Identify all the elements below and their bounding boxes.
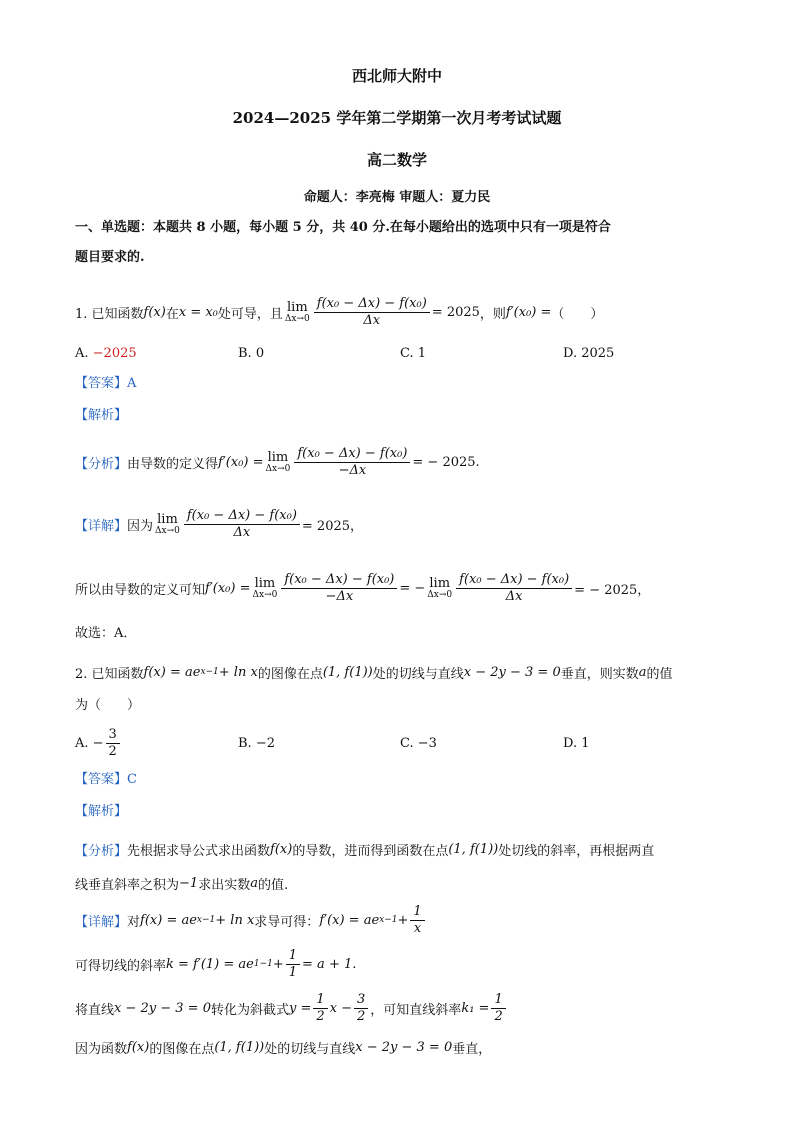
- fenxi-denominator: −Δx: [338, 462, 367, 478]
- q2-last-b: 的图像在点: [149, 1041, 215, 1057]
- q2-xj-label: 【详解】: [75, 914, 128, 930]
- q2-option-d: D. 1: [563, 736, 590, 751]
- q2-conv-k: k₁ =: [461, 1000, 490, 1016]
- q2-slope-sup: 1−1: [253, 959, 273, 969]
- fenxi-label: 【分析】: [75, 456, 128, 472]
- q2-line-eq: x − 2y − 3 = 0: [463, 664, 561, 680]
- suoyi-numerator-2: f(x₀ − Δx) − f(x₀): [456, 572, 572, 589]
- q2-stem-line2: 为（ ）: [75, 698, 141, 713]
- q2-option-c: C. −3: [400, 736, 437, 751]
- q2-xiangjie: [75, 900, 427, 940]
- q2-stem-f: 的值: [646, 666, 673, 682]
- q2-optA-den: 2: [108, 743, 117, 759]
- fenxi-limit: [266, 450, 291, 474]
- q2-optA-num: 3: [106, 727, 120, 744]
- xiangjie-denominator: Δx: [233, 524, 251, 540]
- q2-option-a: [75, 724, 122, 762]
- fenxi-numerator: f(x₀ − Δx) − f(x₀): [294, 446, 410, 463]
- q2-conv-frac3: [491, 992, 505, 1025]
- suoyi-lhs: f′(x₀) =: [205, 580, 251, 596]
- q2-last-d: 垂直，: [452, 1041, 492, 1057]
- q2-conv-n2: 3: [354, 992, 368, 1009]
- lim-word: lim: [287, 300, 308, 315]
- suoyi-mid: = −: [399, 580, 426, 596]
- lim-sub: Δx→0: [427, 590, 453, 600]
- q1-suoyi: [75, 566, 650, 610]
- q2-stem-e: 垂直，则实数: [560, 666, 639, 682]
- q2-conv-d1: 2: [316, 1008, 325, 1024]
- suoyi-text: 所以由导数的定义可知: [75, 582, 206, 598]
- section-heading-line2: 题目要求的.: [75, 250, 145, 265]
- xiangjie-fraction: [184, 508, 300, 541]
- q1-xeq: x = x₀: [178, 304, 218, 320]
- q1-guxuan: 故选：A．: [75, 626, 137, 641]
- lim-sub: Δx→0: [155, 526, 180, 536]
- q2-conv-c: ，可知直线斜率: [370, 1002, 462, 1018]
- q2-fenxi2-b: 求出实数: [198, 877, 251, 893]
- q2-stem-d: 处的切线与直线: [372, 666, 464, 682]
- xiangjie-label: 【详解】: [75, 518, 128, 534]
- q2-fenxi-c: 处切线的斜率，再根据两直: [498, 843, 655, 859]
- q2-xj-den: x: [413, 920, 422, 936]
- q2-fenxi2-a: 线垂直斜率之积为: [75, 877, 180, 893]
- q1-fenxi: [75, 440, 480, 484]
- q2-slope-c: +: [272, 956, 284, 972]
- q2-stem-line1: [75, 660, 673, 684]
- q2-conv-n1: 1: [313, 992, 327, 1009]
- q2-point: (1, f(1)): [322, 664, 373, 680]
- q2-fenxi2-c: 的值.: [257, 877, 289, 893]
- xiangjie-numerator: f(x₀ − Δx) − f(x₀): [184, 508, 300, 525]
- lim-word: lim: [157, 512, 178, 527]
- q2-slope-a: 可得切线的斜率: [75, 958, 167, 974]
- q2-last-a: 因为函数: [75, 1041, 128, 1057]
- suoyi-denominator-2: Δx: [505, 588, 523, 604]
- q1-denominator: Δx: [363, 312, 381, 328]
- q2-conv-line-eq: x − 2y − 3 = 0: [114, 1000, 211, 1016]
- q1-paren: （ ）: [551, 306, 604, 322]
- q2-option-b: B. −2: [238, 736, 275, 751]
- q2-fx: f(x) = ae: [143, 664, 201, 680]
- q2-fenxi-fx: f(x): [270, 841, 293, 857]
- q2-xj-sup: x−1: [196, 915, 216, 925]
- q2-conv-a: 将直线: [75, 1002, 115, 1018]
- q2-slope-b: k = f′(1) = ae: [166, 956, 254, 972]
- q1-answer: 【答案】A: [75, 376, 137, 391]
- q1-stem: [75, 290, 603, 334]
- q2-stem-a: 2. 已知函数: [75, 666, 144, 682]
- q2-lnx: + ln x: [218, 664, 258, 680]
- xiangjie-limit: [155, 512, 180, 536]
- suoyi-denominator-1: −Δx: [325, 588, 354, 604]
- q2-xj-d: f′(x) = ae: [319, 912, 380, 928]
- q2-slope-line: [75, 944, 356, 984]
- q2-xj-a: 对: [127, 914, 141, 930]
- q2-conv-x: x −: [329, 1000, 353, 1016]
- q1-fprime: f′(x₀) =: [505, 304, 552, 320]
- q1-at: 在: [165, 306, 179, 322]
- q2-fenxi-a: 先根据求导公式求出函数: [127, 843, 271, 859]
- q2-last-c: 处的切线与直线: [264, 1041, 356, 1057]
- q2-slope-d: = a + 1.: [302, 956, 357, 972]
- q2-xj-fx: f(x) = ae: [140, 912, 197, 928]
- q2-fenxi-pt: (1, f(1)): [448, 841, 499, 857]
- suoyi-fraction-1: [281, 572, 397, 605]
- suoyi-result: = − 2025，: [574, 582, 651, 598]
- q2-slope-frac: [286, 948, 300, 981]
- q1-limit: [285, 300, 310, 324]
- q2-fenxi-line1: [75, 838, 654, 860]
- section-heading-line1: 一、单选题：本题共 8 小题，每小题 5 分，共 40 分.在每小题给出的选项中只有一项是符合: [75, 220, 611, 235]
- school-title: 西北师大附中: [351, 67, 442, 85]
- q2-fenxi2-var: a: [250, 875, 258, 891]
- q2-answer: 【答案】C: [75, 772, 137, 787]
- q1-then: ，则: [479, 306, 506, 322]
- q1-prefix: 1. 已知函数: [75, 306, 144, 322]
- fenxi-lhs: f′(x₀) =: [218, 454, 264, 470]
- q2-conv-frac1: [313, 992, 327, 1025]
- q2-conv-b: 转化为斜截式: [210, 1002, 289, 1018]
- lim-sub: Δx→0: [284, 314, 310, 324]
- q2-xj-frac: [410, 904, 424, 937]
- q1-fx: f(x): [143, 304, 166, 320]
- lim-word: lim: [254, 576, 276, 591]
- q1-fraction: [314, 296, 430, 329]
- suoyi-fraction-2: [456, 572, 572, 605]
- q1-eqval: = 2025: [431, 304, 480, 320]
- q1-option-b: B. 0: [238, 346, 265, 361]
- q2-conv-d2: 2: [357, 1008, 366, 1024]
- q1-analysis-label: 【解析】: [75, 408, 128, 423]
- xiangjie-text: 因为: [127, 518, 154, 534]
- suoyi-limit-2: [427, 576, 452, 600]
- lim-word: lim: [429, 576, 451, 591]
- q2-slope-num: 1: [286, 948, 300, 965]
- q2-xj-c: 求导可得：: [254, 914, 320, 930]
- q2-fenxi-b: 的导数，进而得到函数在点: [292, 843, 449, 859]
- q2-fenxi-line2: [75, 872, 288, 894]
- q2-option-a-frac: [106, 727, 120, 760]
- q2-xj-num: 1: [410, 904, 424, 921]
- lim-sub: Δx→0: [252, 590, 278, 600]
- q2-fenxi-label: 【分析】: [75, 843, 128, 859]
- q2-conv-frac2: [354, 992, 368, 1025]
- q2-analysis-label: 【解析】: [75, 804, 128, 819]
- q1-diff: 处可导，且: [217, 306, 283, 322]
- suoyi-numerator-1: f(x₀ − Δx) − f(x₀): [281, 572, 397, 589]
- exam-title: 2024—2025 学年第二学期第一次月考考试试题: [232, 109, 562, 127]
- q1-option-c: C. 1: [400, 346, 427, 361]
- q2-stem-c: 的图像在点: [257, 666, 323, 682]
- q2-conv-y: y =: [289, 1000, 312, 1016]
- q1-numerator: f(x₀ − Δx) − f(x₀): [314, 296, 430, 313]
- q2-fenxi2-val: −1: [179, 875, 199, 891]
- lim-word: lim: [267, 450, 289, 465]
- q2-last-line: [75, 1036, 491, 1058]
- q2-fx-sup: x−1: [200, 667, 219, 677]
- fenxi-fraction: [294, 446, 410, 479]
- q2-var-a: a: [638, 664, 647, 680]
- authors-line: 命题人：李亮梅 审题人：夏力民: [303, 190, 491, 205]
- lim-sub: Δx→0: [265, 464, 291, 474]
- q2-conv-n3: 1: [491, 992, 505, 1009]
- q2-last-fx: f(x): [127, 1039, 150, 1055]
- q2-last-line-eq: x − 2y − 3 = 0: [355, 1039, 453, 1055]
- q1-option-d: D. 2025: [563, 346, 615, 361]
- subject-title: 高二数学: [366, 151, 427, 169]
- q2-conv-line: [75, 988, 508, 1028]
- q2-slope-den: 1: [288, 964, 298, 980]
- q2-xj-sup2: x−1: [379, 915, 398, 925]
- option-a-text: A. −2025: [75, 346, 137, 361]
- fenxi-text: 由导数的定义得: [127, 456, 219, 472]
- q1-option-a: [75, 346, 137, 361]
- fenxi-result: = − 2025.: [412, 454, 480, 470]
- q1-xiangjie: [75, 502, 363, 546]
- q2-xj-b: + ln x: [215, 912, 255, 928]
- q2-last-pt: (1, f(1)): [214, 1039, 265, 1055]
- suoyi-limit-1: [253, 576, 278, 600]
- q2-conv-d3: 2: [494, 1008, 503, 1024]
- xiangjie-result: = 2025，: [301, 518, 364, 534]
- q2-xj-e: +: [397, 912, 409, 928]
- q2-option-a-prefix: A. −: [75, 735, 104, 751]
